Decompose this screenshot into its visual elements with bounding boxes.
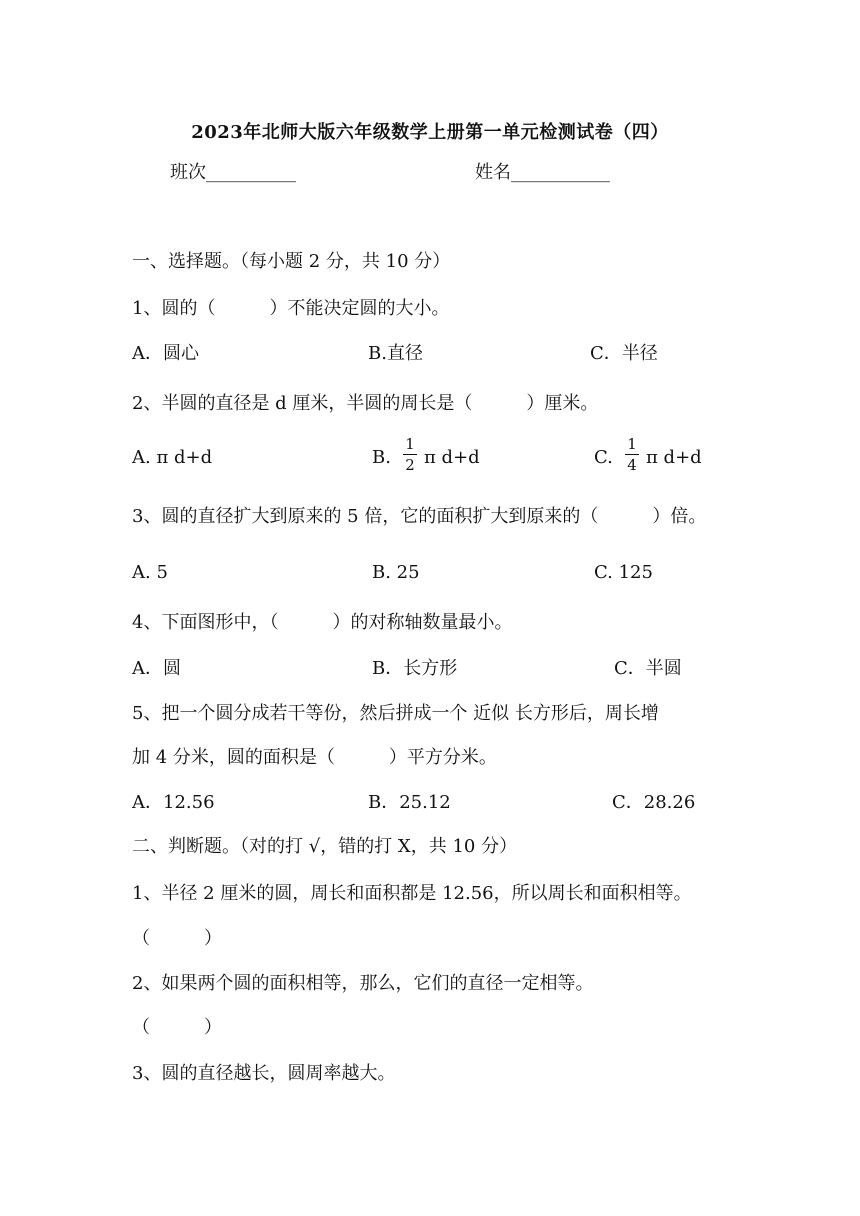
q2-option-c-fraction	[625, 436, 639, 474]
q2-option-c-prefix: C.	[594, 447, 613, 468]
q4-option-b: B．长方形	[372, 658, 458, 679]
q1-option-c: C．半径	[590, 343, 658, 364]
judge-question-2-answer-paren: （ ）	[132, 1017, 222, 1038]
question-4-stem: 4、下面图形中，（ ）的对称轴数量最小。	[132, 612, 513, 633]
fraction-denominator: 4	[627, 456, 637, 474]
q5-option-b: B．25.12	[368, 792, 451, 813]
q5-option-a: A．12.56	[132, 792, 215, 813]
q4-option-a: A．圆	[132, 658, 181, 679]
judge-question-1-answer-paren: （ ）	[132, 928, 222, 949]
q3-option-c: C. 125	[594, 562, 653, 583]
question-2-stem: 2、半圆的直径是 d 厘米，半圆的周长是（ ）厘米。	[132, 393, 599, 414]
page-title: 2023年北师大版六年级数学上册第一单元检测试卷（四）	[191, 122, 669, 143]
q2-option-b-prefix: B.	[372, 447, 391, 468]
section2-heading: 二、判断题。（对的打 √，错的打 X，共 10 分）	[132, 836, 518, 857]
fraction-numerator: 1	[625, 436, 639, 455]
question-3-stem: 3、圆的直径扩大到原来的 5 倍，它的面积扩大到原来的（ ）倍。	[132, 506, 707, 527]
q1-option-b: B.直径	[368, 343, 423, 364]
q3-option-b: B. 25	[372, 562, 420, 583]
q2-option-b-suffix: π d+d	[424, 447, 480, 468]
fraction-numerator: 1	[403, 436, 417, 455]
name-field-label: 姓名___________	[475, 162, 610, 183]
question-5-stem-line1: 5、把一个圆分成若干等份，然后拼成一个 近似 长方形后，周长增	[132, 703, 659, 724]
q5-option-c: C．28.26	[612, 792, 696, 813]
q2-option-b-fraction	[403, 436, 417, 474]
question-1-stem: 1、圆的（ ）不能决定圆的大小。	[132, 298, 450, 319]
judge-question-1-stem: 1、半径 2 厘米的圆，周长和面积都是 12.56，所以周长和面积相等。	[132, 883, 692, 904]
section1-heading: 一、选择题。（每小题 2 分，共 10 分）	[132, 251, 451, 272]
q2-option-a: A. π d+d	[132, 447, 213, 468]
judge-question-2-stem: 2、如果两个圆的面积相等，那么，它们的直径一定相等。	[132, 973, 594, 994]
q4-option-c: C．半圆	[614, 658, 682, 679]
q1-option-a: A．圆心	[132, 343, 199, 364]
judge-question-3-stem: 3、圆的直径越长，圆周率越大。	[132, 1063, 396, 1084]
q3-option-a: A. 5	[132, 562, 168, 583]
class-field-label: 班次__________	[170, 162, 296, 183]
q2-option-c-suffix: π d+d	[646, 447, 702, 468]
fraction-denominator: 2	[405, 456, 415, 474]
question-5-stem-line2: 加 4 分米，圆的面积是（ ）平方分米。	[132, 747, 497, 768]
